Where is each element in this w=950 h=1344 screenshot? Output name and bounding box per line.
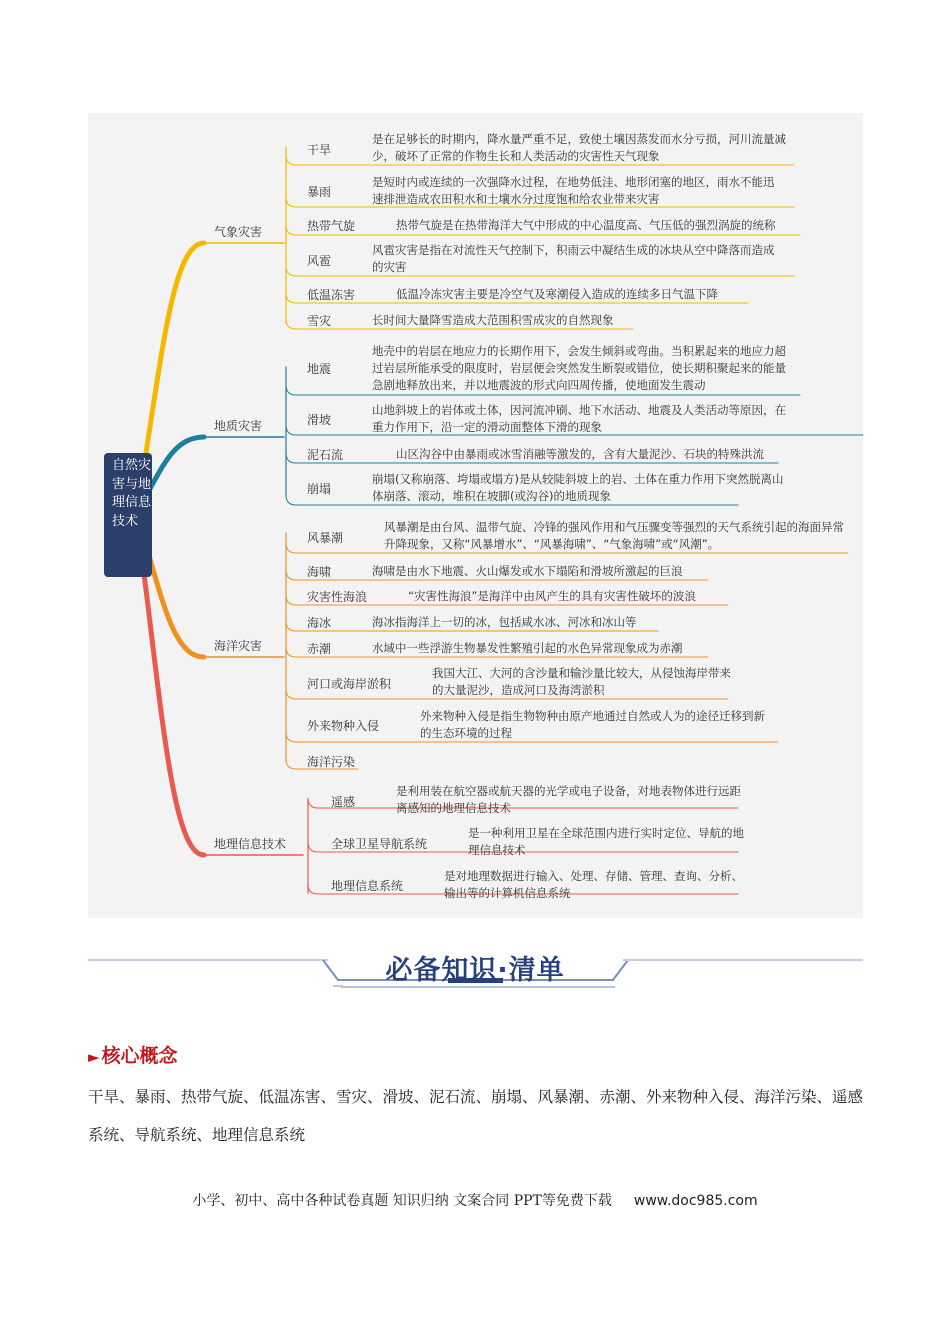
triangle-marker-icon: ► [88, 1048, 100, 1066]
node-description: 是一种利用卫星在全球范围内进行实时定位、导航的地理信息技术 [468, 826, 744, 857]
node-description: “灾害性海浪”是海洋中由风产生的具有灾害性破坏的波浪 [408, 589, 696, 603]
category-label: 海洋灾害 [214, 639, 263, 653]
node-description: 风暴潮是由台风、温带气旋、冷锋的强风作用和气压骤变等强烈的天气系统引起的海面异常升降现象，又称“风暴增水”、“风暴海啸”、“气象海啸”或“风潮”。 [384, 520, 844, 551]
node-label: 干旱 [307, 143, 332, 157]
footer-url: www.doc985.com [633, 1193, 758, 1209]
node-label: 灾害性海浪 [307, 590, 368, 604]
node-description: 是利用装在航空器或航天器的光学或电子设备，对地表物体进行远距离感知的地理信息技术 [396, 784, 741, 815]
node-label: 遥感 [331, 795, 356, 809]
node-description: 山区沟谷中由暴雨或冰雪消融等激发的，含有大量泥沙、石块的特殊洪流 [396, 447, 764, 461]
mind-map-root: 自然灾害与地理信息技术 [104, 453, 152, 577]
node-description: 地壳中的岩层在地应力的长期作用下，会发生倾斜或弯曲。当积累起来的地应力超过岩层所能承受的限度时，岩层便会突然发生断裂或错位，使长期积聚起来的能量急剧地释放出来，并以地震波的形式向四周传播，使地面发生震动 [372, 344, 786, 392]
section-heading-text: 核心概念 [101, 1045, 178, 1067]
node-label: 海洋污染 [307, 755, 356, 769]
node-label: 地震 [307, 362, 332, 376]
category-label: 气象灾害 [214, 225, 263, 239]
node-label: 风雹 [307, 254, 332, 268]
node-label: 崩塌 [307, 482, 332, 496]
mind-map [88, 113, 863, 918]
node-label: 泥石流 [307, 448, 344, 462]
footer-text: 小学、初中、高中各种试卷真题 知识归纳 文案合同 PPT等免费下载 [192, 1193, 612, 1209]
node-description: 外来物种入侵是指生物物种由原产地通过自然或人为的途径迁移到新的生态环境的过程 [420, 709, 765, 740]
node-label: 赤潮 [307, 642, 332, 656]
node-label: 海啸 [307, 565, 332, 579]
node-description: 海啸是由水下地震、火山爆发或水下塌陷和滑坡所激起的巨浪 [372, 564, 683, 578]
node-label: 地理信息系统 [331, 879, 404, 893]
node-label: 河口或海岸淤积 [307, 677, 392, 691]
node-label: 低温冻害 [307, 288, 356, 302]
node-description: 风雹灾害是指在对流性天气控制下，积雨云中凝结生成的冰块从空中降落而造成的灾害 [372, 243, 775, 274]
node-description: 热带气旋是在热带海洋大气中形成的中心温度高、气压低的强烈涡旋的统称 [396, 218, 776, 232]
node-description: 是短时内或连续的一次强降水过程，在地势低洼、地形闭塞的地区，雨水不能迅速排泄造成农田积水和土壤水分过度饱和给农业带来灾害 [372, 175, 775, 206]
node-label: 海冰 [307, 616, 332, 630]
node-description: 水域中一些浮游生物暴发性繁殖引起的水色异常现象成为赤潮 [372, 641, 683, 655]
node-description: 我国大江、大河的含沙量和输沙量比较大，从侵蚀海岸带来的大量泥沙，造成河口及海湾淤积 [432, 666, 731, 697]
node-label: 雪灾 [307, 314, 332, 328]
node-label: 暴雨 [307, 185, 332, 199]
section-heading [88, 1041, 178, 1068]
category-label: 地理信息技术 [214, 837, 287, 851]
node-label: 全球卫星导航系统 [331, 837, 428, 851]
node-description: 是在足够长的时期内，降水量严重不足，致使土壤因蒸发而水分亏损，河川流量减少，破坏了正常的作物生长和人类活动的灾害性天气现象 [372, 132, 786, 163]
node-description: 长时间大量降雪造成大范围积雪成灾的自然现象 [372, 313, 614, 327]
node-label: 风暴潮 [307, 531, 344, 545]
node-label: 外来物种入侵 [307, 719, 380, 733]
node-label: 滑坡 [307, 413, 332, 427]
node-description: 是对地理数据进行输入、处理、存储、管理、查询、分析、输出等的计算机信息系统 [444, 869, 743, 900]
banner-title: 必备知识·清单 [385, 955, 565, 986]
node-description: 山地斜坡上的岩体或土体，因河流冲刷、地下水活动、地震及人类活动等原因，在重力作用下，沿一定的滑动面整体下滑的现象 [372, 403, 786, 434]
node-description: 海冰指海洋上一切的冰，包括咸水冰、河冰和冰山等 [372, 615, 637, 629]
node-label: 热带气旋 [307, 219, 356, 233]
node-description: 崩塌(又称崩落、垮塌或塌方)是从较陡斜坡上的岩、土体在重力作用下突然脱离山体崩落、滚动，堆积在坡脚(或沟谷)的地质现象 [372, 472, 784, 503]
footer [0, 1190, 950, 1210]
category-label: 地质灾害 [214, 419, 263, 433]
core-concepts-text: 干旱、暴雨、热带气旋、低温冻害、雪灾、滑坡、泥石流、崩塌、风暴潮、赤潮、外来物种入侵、海洋污染、遥感系统、导航系统、地理信息系统 [88, 1088, 864, 1144]
node-description: 低温冷冻灾害主要是冷空气及寒潮侵入造成的连续多日气温下降 [396, 287, 718, 301]
